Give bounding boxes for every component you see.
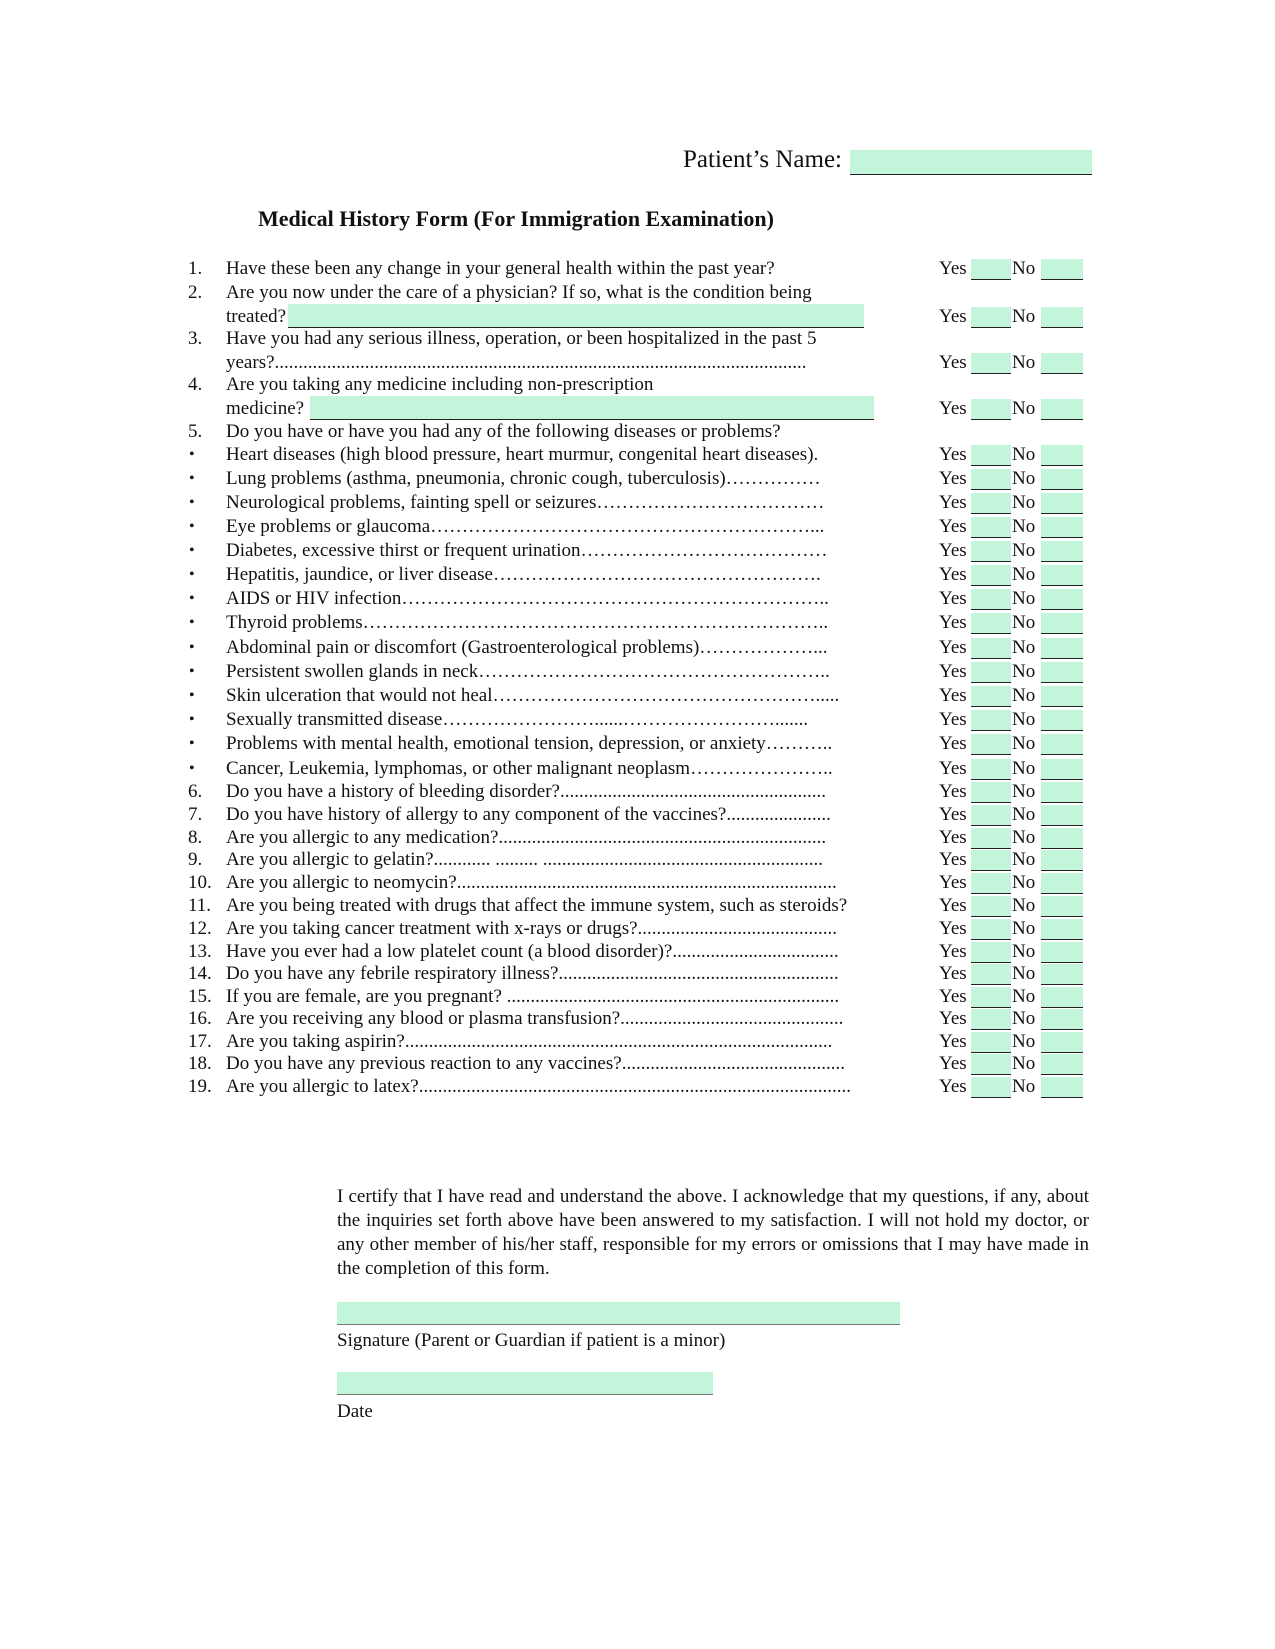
question-row [0,443,1275,467]
yes-field[interactable] [971,896,1011,917]
yes-field[interactable] [971,1077,1011,1098]
question-row [0,732,1275,756]
no-field[interactable] [1041,589,1083,610]
question-number: 8. [188,827,203,848]
yes-no-group [939,757,1089,781]
yes-field[interactable] [971,1032,1011,1053]
signature-field[interactable] [337,1302,900,1325]
no-field[interactable] [1041,259,1083,280]
date-label: Date [337,1401,373,1422]
no-label: No [1012,827,1036,848]
no-label: No [1012,685,1036,706]
yes-field[interactable] [971,782,1011,803]
no-field[interactable] [1041,850,1083,871]
no-label: No [1012,516,1036,537]
question-row [0,491,1275,515]
yes-label: Yes [939,637,967,658]
yes-label: Yes [939,258,967,279]
bullet-marker: • [189,663,195,680]
no-label: No [1012,1076,1036,1097]
question-text: Problems with mental health, emotional tension, depression, or anxiety……….. [226,733,833,754]
yes-field[interactable] [971,638,1011,659]
question-text: Persistent swollen glands in neck……………………………………………….. [226,661,830,682]
yes-no-group [939,515,1089,539]
yes-label: Yes [939,685,967,706]
yes-no-group [939,443,1089,467]
yes-label: Yes [939,758,967,779]
question-row [0,420,1275,444]
no-label: No [1012,963,1036,984]
question-number: 6. [188,781,203,802]
no-field[interactable] [1041,805,1083,826]
no-field[interactable] [1041,964,1083,985]
question-text: Eye problems or glaucoma……………………………………………………... [226,516,825,537]
yes-label: Yes [939,963,967,984]
question-text: Diabetes, excessive thirst or frequent urination………………………………… [226,540,828,561]
no-field[interactable] [1041,353,1083,374]
no-label: No [1012,637,1036,658]
no-label: No [1012,258,1036,279]
answer-detail-input[interactable] [310,396,874,420]
yes-no-group [939,871,1089,895]
no-label: No [1012,564,1036,585]
question-text: Are you taking any medicine including non-prescription [226,374,654,395]
no-label: No [1012,709,1036,730]
bullet-marker: • [189,542,195,559]
question-row [0,587,1275,611]
yes-label: Yes [939,918,967,939]
no-field[interactable] [1041,638,1083,659]
bullet-marker: • [189,687,195,704]
yes-field[interactable] [971,873,1011,894]
yes-label: Yes [939,804,967,825]
question-text: Have these been any change in your general health within the past year? [226,258,775,279]
no-field[interactable] [1041,493,1083,514]
question-number: 13. [188,941,212,962]
no-field[interactable] [1041,399,1083,420]
yes-label: Yes [939,781,967,802]
yes-no-group [939,962,1089,986]
bullet-marker: • [189,566,195,583]
no-field[interactable] [1041,710,1083,731]
question-number: 12. [188,918,212,939]
question-text-continued: treated? [226,306,287,327]
no-label: No [1012,468,1036,489]
no-label: No [1012,986,1036,1007]
bullet-marker: • [189,470,195,487]
no-field[interactable] [1041,896,1083,917]
yes-field[interactable] [971,828,1011,849]
yes-no-group [939,780,1089,804]
question-text: Do you have any previous reaction to any vaccines?............................................... [226,1053,845,1074]
question-number: 10. [188,872,212,893]
question-row [0,803,1275,827]
question-text: Are you taking cancer treatment with x-rays or drugs?.......................................... [226,918,838,939]
no-field[interactable] [1041,1032,1083,1053]
yes-label: Yes [939,492,967,513]
no-field[interactable] [1041,445,1083,466]
no-field[interactable] [1041,686,1083,707]
yes-label: Yes [939,1076,967,1097]
signature-label: Signature (Parent or Guardian if patient is a minor) [337,1330,726,1351]
yes-no-group [939,684,1089,708]
no-label: No [1012,661,1036,682]
question-row [0,684,1275,708]
no-field[interactable] [1041,873,1083,894]
no-field[interactable] [1041,759,1083,780]
question-row [0,1052,1275,1076]
question-number: 7. [188,804,203,825]
yes-label: Yes [939,827,967,848]
question-row [0,327,1275,373]
question-text-continued: years?................................................................................................................ [226,352,807,373]
question-text: Are you allergic to neomycin?................................................................................ [226,872,837,893]
question-text: Are you being treated with drugs that affect the immune system, such as steroids? [226,895,848,916]
no-field[interactable] [1041,662,1083,683]
question-text: Thyroid problems……………………………………………………………….. [226,612,829,633]
yes-field[interactable] [971,353,1011,374]
yes-field[interactable] [971,919,1011,940]
question-number: 18. [188,1053,212,1074]
question-number: 19. [188,1076,212,1097]
no-label: No [1012,612,1036,633]
question-row [0,940,1275,964]
yes-no-group [939,660,1089,684]
bullet-marker: • [189,590,195,607]
question-row [0,539,1275,563]
no-label: No [1012,781,1036,802]
yes-field[interactable] [971,565,1011,586]
yes-field[interactable] [971,259,1011,280]
yes-field[interactable] [971,469,1011,490]
question-text: If you are female, are you pregnant? ...................................................................... [226,986,840,1007]
question-text: Have you had any serious illness, operation, or been hospitalized in the past 5 [226,328,817,349]
yes-label: Yes [939,516,967,537]
yes-field[interactable] [971,850,1011,871]
yes-field[interactable] [971,517,1011,538]
yes-field[interactable] [971,686,1011,707]
yes-label: Yes [939,468,967,489]
no-field[interactable] [1041,1077,1083,1098]
no-label: No [1012,588,1036,609]
yes-no-group [939,539,1089,563]
yes-label: Yes [939,733,967,754]
yes-label: Yes [939,709,967,730]
question-text: Lung problems (asthma, pneumonia, chronic cough, tuberculosis)…………… [226,468,821,489]
yes-label: Yes [939,444,967,465]
question-number: 9. [188,849,203,870]
certification-text: I certify that I have read and understand the above. I acknowledge that my questions, if any, about the inquiries set forth above have been answered to my satisfaction. I will not hold my doctor, or any other member of his/her staff, responsible for my errors or omissions that I may have made in the completion of this form. [337,1186,1089,1279]
no-field[interactable] [1041,919,1083,940]
question-number: 15. [188,986,212,1007]
bullet-marker: • [189,760,195,777]
yes-field[interactable] [971,1054,1011,1075]
no-field[interactable] [1041,517,1083,538]
no-field[interactable] [1041,307,1083,328]
yes-field[interactable] [971,1009,1011,1030]
bullet-marker: • [189,711,195,728]
no-label: No [1012,941,1036,962]
question-text: Are you allergic to gelatin?............ ......... ........................................................... [226,849,824,870]
yes-field[interactable] [971,445,1011,466]
patient-name-label: Patient’s Name: [683,146,842,173]
question-number: 2. [188,282,203,303]
question-number: 3. [188,328,203,349]
no-label: No [1012,918,1036,939]
question-number: 17. [188,1031,212,1052]
yes-label: Yes [939,612,967,633]
yes-label: Yes [939,1031,967,1052]
yes-label: Yes [939,540,967,561]
question-text: Skin ulceration that would not heal……………………………………………..... [226,685,840,706]
yes-field[interactable] [971,399,1011,420]
yes-label: Yes [939,895,967,916]
question-text: Do you have a history of bleeding disorder?........................................................ [226,781,826,802]
yes-label: Yes [939,1053,967,1074]
yes-no-group [939,848,1089,872]
question-row [0,281,1275,327]
yes-label: Yes [939,986,967,1007]
question-text: Heart diseases (high blood pressure, heart murmur, congenital heart diseases). [226,444,819,465]
yes-no-group [939,257,1089,281]
yes-no-group [939,1075,1089,1099]
yes-label: Yes [939,564,967,585]
question-row [0,962,1275,986]
question-text: Are you allergic to latex?........................................................................................... [226,1076,851,1097]
no-field[interactable] [1041,1054,1083,1075]
bullet-marker: • [189,494,195,511]
question-number: 1. [188,258,203,279]
question-number: 11. [188,895,212,916]
no-label: No [1012,1008,1036,1029]
yes-no-group [939,826,1089,850]
bullet-marker: • [189,735,195,752]
form-title: Medical History Form (For Immigration Examination) [258,206,774,231]
bullet-marker: • [189,518,195,535]
no-field[interactable] [1041,541,1083,562]
no-field[interactable] [1041,828,1083,849]
yes-no-group [939,940,1089,964]
yes-no-group [939,894,1089,918]
question-number: 14. [188,963,212,984]
yes-no-group [939,305,1089,329]
question-row [0,871,1275,895]
yes-no-group [939,467,1089,491]
question-row [0,780,1275,804]
no-label: No [1012,733,1036,754]
question-text: Are you allergic to any medication?..................................................................... [226,827,827,848]
yes-no-group [939,563,1089,587]
yes-label: Yes [939,941,967,962]
question-row [0,985,1275,1009]
yes-no-group [939,803,1089,827]
question-text: AIDS or HIV infection………………………………………………………….. [226,588,829,609]
yes-label: Yes [939,1008,967,1029]
date-field[interactable] [337,1372,713,1395]
question-row [0,848,1275,872]
yes-field[interactable] [971,613,1011,634]
question-row [0,708,1275,732]
yes-field[interactable] [971,734,1011,755]
question-text: Are you receiving any blood or plasma transfusion?............................................... [226,1008,844,1029]
yes-no-group [939,636,1089,660]
question-row [0,757,1275,781]
patient-name-input[interactable] [850,150,1092,175]
yes-label: Yes [939,661,967,682]
yes-field[interactable] [971,307,1011,328]
yes-field[interactable] [971,964,1011,985]
no-label: No [1012,540,1036,561]
question-row [0,826,1275,850]
no-field[interactable] [1041,1009,1083,1030]
question-text: Cancer, Leukemia, lymphomas, or other malignant neoplasm………………….. [226,758,833,779]
yes-field[interactable] [971,942,1011,963]
question-row [0,563,1275,587]
question-row [0,515,1275,539]
question-text: Do you have history of allergy to any component of the vaccines?...................... [226,804,831,825]
question-text: Have you ever had a low platelet count (a blood disorder)?................................... [226,941,839,962]
yes-label: Yes [939,588,967,609]
no-label: No [1012,352,1036,373]
no-label: No [1012,849,1036,870]
yes-no-group [939,397,1089,421]
question-row [0,1030,1275,1054]
question-number: 16. [188,1008,212,1029]
no-label: No [1012,444,1036,465]
yes-label: Yes [939,398,967,419]
question-text: Are you taking aspirin?.......................................................................................... [226,1031,833,1052]
yes-no-group [939,1007,1089,1031]
no-field[interactable] [1041,613,1083,634]
question-text: Sexually transmitted disease……………………......……………………....... [226,709,809,730]
yes-no-group [939,985,1089,1009]
no-label: No [1012,758,1036,779]
question-row [0,1075,1275,1099]
yes-label: Yes [939,849,967,870]
question-row [0,611,1275,635]
yes-field[interactable] [971,662,1011,683]
question-row [0,660,1275,684]
yes-no-group [939,1052,1089,1076]
question-row [0,257,1275,281]
yes-field[interactable] [971,493,1011,514]
yes-field[interactable] [971,589,1011,610]
question-text-continued: medicine? [226,398,305,419]
question-text: Do you have any febrile respiratory illness?........................................................... [226,963,839,984]
no-label: No [1012,1031,1036,1052]
no-field[interactable] [1041,942,1083,963]
question-text: Do you have or have you had any of the following diseases or problems? [226,421,781,442]
no-label: No [1012,306,1036,327]
yes-field[interactable] [971,805,1011,826]
question-text: Are you now under the care of a physician? If so, what is the condition being [226,282,812,303]
yes-label: Yes [939,306,967,327]
question-row [0,1007,1275,1031]
no-field[interactable] [1041,469,1083,490]
yes-field[interactable] [971,710,1011,731]
no-label: No [1012,804,1036,825]
yes-field[interactable] [971,759,1011,780]
yes-field[interactable] [971,541,1011,562]
yes-field[interactable] [971,987,1011,1008]
no-field[interactable] [1041,782,1083,803]
yes-label: Yes [939,872,967,893]
answer-detail-input[interactable] [288,304,864,328]
yes-no-group [939,351,1089,375]
yes-no-group [939,587,1089,611]
yes-no-group [939,917,1089,941]
yes-label: Yes [939,352,967,373]
question-text: Abdominal pain or discomfort (Gastroenterological problems)………………... [226,637,828,658]
yes-no-group [939,491,1089,515]
bullet-marker: • [189,639,195,656]
question-number: 4. [188,374,203,395]
no-label: No [1012,895,1036,916]
question-row [0,467,1275,491]
yes-no-group [939,732,1089,756]
no-label: No [1012,872,1036,893]
no-field[interactable] [1041,734,1083,755]
question-row [0,917,1275,941]
question-row [0,373,1275,419]
question-number: 5. [188,421,203,442]
no-field[interactable] [1041,565,1083,586]
yes-no-group [939,611,1089,635]
bullet-marker: • [189,446,195,463]
question-row [0,636,1275,660]
no-label: No [1012,492,1036,513]
question-row [0,894,1275,918]
no-label: No [1012,1053,1036,1074]
no-field[interactable] [1041,987,1083,1008]
yes-no-group [939,708,1089,732]
question-text: Hepatitis, jaundice, or liver disease……………………………………………. [226,564,821,585]
question-text: Neurological problems, fainting spell or seizures……………………………… [226,492,825,513]
bullet-marker: • [189,614,195,631]
yes-no-group [939,1030,1089,1054]
no-label: No [1012,398,1036,419]
